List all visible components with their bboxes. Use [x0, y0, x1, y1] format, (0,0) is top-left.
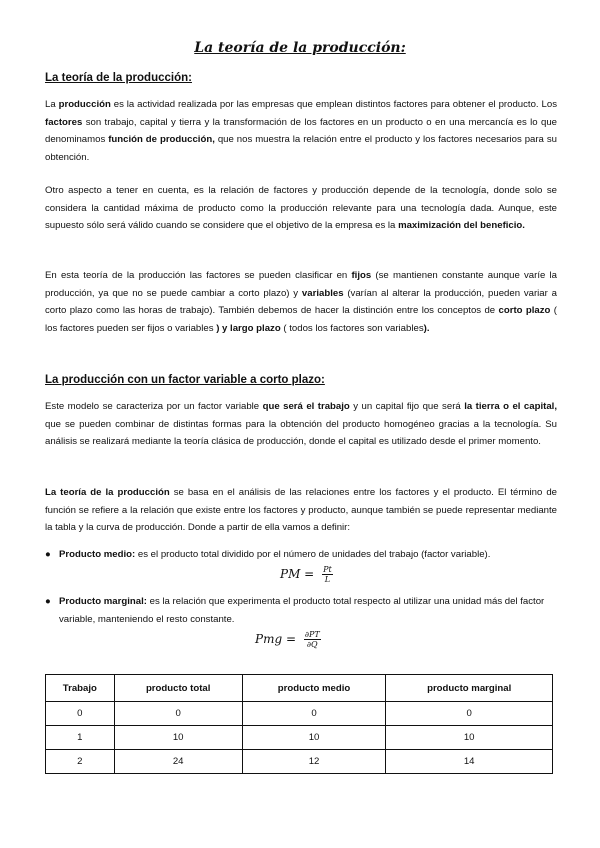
- production-table: [45, 674, 553, 774]
- table-cell: 14: [386, 750, 553, 774]
- formula-numerator: Pt: [323, 565, 332, 574]
- document-title: La teoría de la producción:: [194, 40, 406, 56]
- table-header-row: [46, 675, 553, 702]
- table-cell: 10: [386, 726, 553, 750]
- formula-denominator: L: [324, 575, 331, 584]
- paragraph-modelo: Este modelo se caracteriza por un factor variable que será el trabajo y un capital fijo que será la tierra o el capital, que se pueden combinar de distintas formas para la obtención del producto homogéneo gracias a la tecnología. Su análisis se realizará mediante la teoría clásica de producción, donde el capital es utilizado desde el primer momento.: [45, 401, 557, 448]
- bullet-icon: ●: [45, 596, 51, 607]
- table-cell: 1: [46, 726, 115, 750]
- paragraph-teoria-produccion: La teoría de la producción se basa en el análisis de las relaciones entre los factores y el producto. El término de función se refiere a la relación que existe entre los factores y producto, aunque también se puede representar mediante la tabla y la curva de producción. Donde a partir de ella vamos a definir:: [45, 487, 557, 534]
- paragraph-factores-clasificacion: En esta teoría de la producción las factores se pueden clasificar en fijos (se mantienen constante aunque varíe la producción, ya que no se puede cambiar a corto plazo) y variables (varían al alterar la producción, pueden variar a corto plazo como las horas de trabajo). También debemos de hacer la distinción entre los conceptos de corto plazo ( los factores pueden ser fijos o variables ) y largo plazo ( todos los factores son variables).: [45, 270, 557, 334]
- table-cell: 24: [114, 750, 242, 774]
- formula-numerator: ∂PT: [304, 630, 320, 639]
- table-cell: 0: [46, 702, 115, 726]
- table-header-cell: producto total: [114, 675, 242, 702]
- bullet-icon: ●: [45, 549, 51, 560]
- table-header-cell: producto marginal: [386, 675, 553, 702]
- table-cell: 0: [242, 702, 386, 726]
- table-row: [46, 750, 553, 774]
- table-cell: 10: [242, 726, 386, 750]
- table-row: [46, 702, 553, 726]
- formula-producto-marginal: Pmg = $\frac{\partial PT}{\partial Q}$: [255, 630, 320, 649]
- table-cell: 0: [114, 702, 242, 726]
- table-header-cell: Trabajo: [46, 675, 115, 702]
- table-cell: 2: [46, 750, 115, 774]
- formula-producto-medio: PM = $\frac{Pt}{L}$: [280, 565, 332, 584]
- section-heading-factor-variable: La producción con un factor variable a corto plazo:: [45, 374, 325, 386]
- table-header-cell: producto medio: [242, 675, 386, 702]
- bullet-text: Producto medio: es el producto total dividido por el número de unidades del trabajo (factor variable).: [59, 549, 491, 560]
- paragraph-tecnologia: Otro aspecto a tener en cuenta, es la relación de factores y producción depende de la tecnología, donde solo se considera la cantidad máxima de producto como la producción relevante para una tecnología dada. Aunque, este supuesto sólo será válido cuando se considere que el objetivo de la empresa es la maximización del beneficio.: [45, 185, 557, 232]
- formula-denominator: ∂Q: [306, 640, 318, 649]
- table-cell: 12: [242, 750, 386, 774]
- table-cell: 10: [114, 726, 242, 750]
- table-row: [46, 726, 553, 750]
- section-heading-teoria: La teoría de la producción:: [45, 72, 192, 84]
- bullet-text: Producto marginal: es la relación que experimenta el producto total respecto al utilizar una unidad más del factor variable, manteniendo el resto constante.: [59, 596, 545, 625]
- table-cell: 0: [386, 702, 553, 726]
- paragraph-produccion-definicion: La producción es la actividad realizada por las empresas que emplean distintos factores para obtener el producto. Los factores son trabajo, capital y tierra y la transformación de los factores en un producto o en una mercancía es lo que denominamos función de producción, que nos muestra la relación entre el producto y los factores necesarios para su obtención.: [45, 99, 557, 163]
